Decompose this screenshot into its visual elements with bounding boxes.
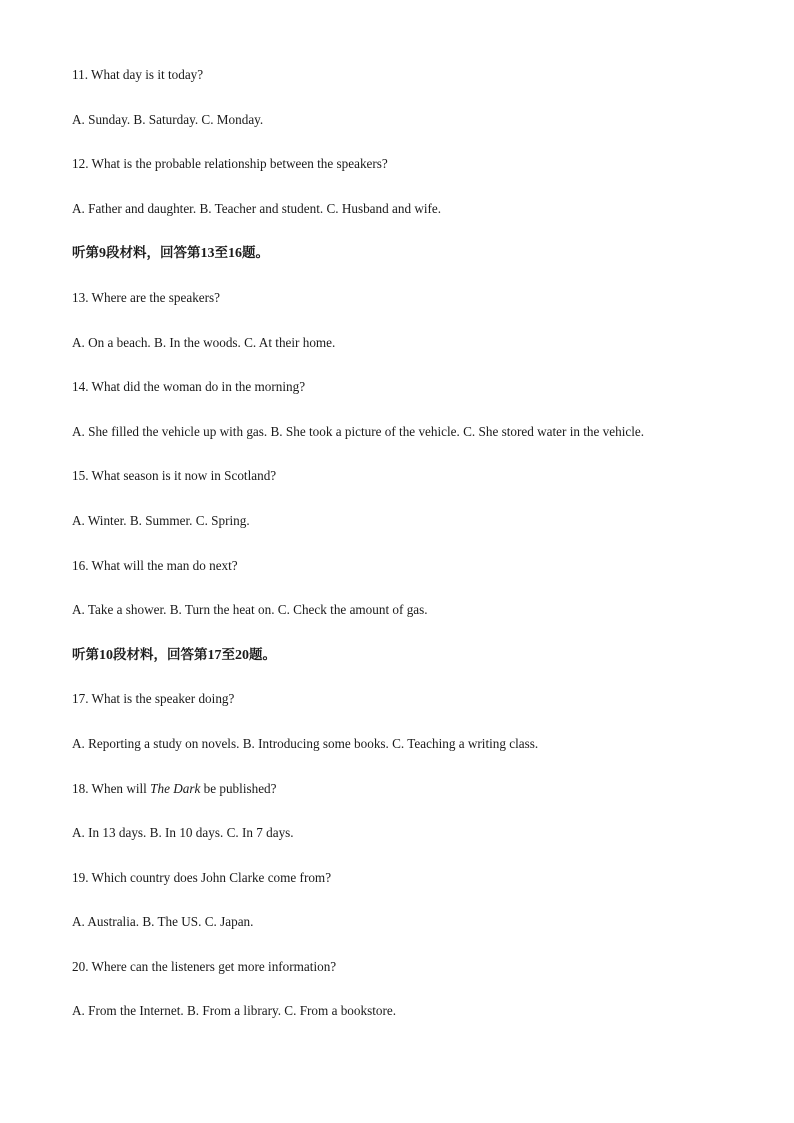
heading-middle: 段材料，回答第 bbox=[113, 646, 208, 663]
section-heading-9 bbox=[72, 244, 732, 262]
heading-start-number: 17 bbox=[207, 647, 222, 663]
question-18 bbox=[72, 780, 732, 798]
heading-end-number: 16 bbox=[228, 246, 242, 262]
options-17: A. Reporting a study on novels. B. Introducing some books. C. Teaching a writing class. bbox=[72, 735, 539, 751]
question-20: 20. Where can the listeners get more information? bbox=[72, 958, 337, 974]
options-15: A. Winter. B. Summer. C. Spring. bbox=[72, 512, 250, 528]
book-title: The Dark bbox=[150, 780, 201, 796]
question-11: 11. What day is it today? bbox=[72, 67, 204, 82]
options-14: A. She filled the vehicle up with gas. B. She took a picture of the vehicle. C. She stored water in the vehicle. bbox=[72, 423, 645, 439]
options-20: A. From the Internet. B. From a library. C. From a bookstore. bbox=[72, 1003, 397, 1019]
question-19: 19. Which country does John Clarke come from? bbox=[72, 869, 332, 885]
question-16: 16. What will the man do next? bbox=[72, 557, 238, 573]
heading-start-number: 13 bbox=[200, 246, 215, 262]
options-16: A. Take a shower. B. Turn the heat on. C. Check the amount of gas. bbox=[72, 602, 428, 618]
question-15: 15. What season is it now in Scotland? bbox=[72, 468, 277, 484]
heading-section-number: 9 bbox=[99, 246, 106, 262]
options-13: A. On a beach. B. In the woods. C. At their home. bbox=[72, 334, 336, 350]
question-17: 17. What is the speaker doing? bbox=[72, 691, 235, 707]
question-14: 14. What did the woman do in the morning? bbox=[72, 379, 306, 395]
heading-prefix: 听第 bbox=[72, 646, 99, 663]
options-11: A. Sunday. B. Saturday. C. Monday. bbox=[72, 111, 264, 127]
question-13: 13. Where are the speakers? bbox=[72, 289, 221, 305]
heading-to: 至 bbox=[221, 646, 235, 663]
heading-middle: 段材料，回答第 bbox=[106, 245, 201, 262]
question-18-before: 18. When will bbox=[72, 780, 151, 796]
options-19: A. Australia. B. The US. C. Japan. bbox=[72, 914, 254, 930]
options-12: A. Father and daughter. B. Teacher and student. C. Husband and wife. bbox=[72, 200, 442, 216]
heading-suffix: 题。 bbox=[242, 245, 269, 262]
question-12: 12. What is the probable relationship between the speakers? bbox=[72, 156, 388, 172]
section-heading-10 bbox=[72, 646, 732, 664]
heading-to: 至 bbox=[214, 245, 228, 262]
heading-prefix: 听第 bbox=[72, 245, 99, 262]
heading-section-number: 10 bbox=[99, 647, 113, 663]
heading-end-number: 20 bbox=[235, 647, 249, 663]
document-page bbox=[72, 66, 732, 1047]
question-18-after: be published? bbox=[200, 780, 277, 796]
heading-suffix: 题。 bbox=[249, 646, 276, 663]
options-18: A. In 13 days. B. In 10 days. C. In 7 days. bbox=[72, 825, 294, 841]
